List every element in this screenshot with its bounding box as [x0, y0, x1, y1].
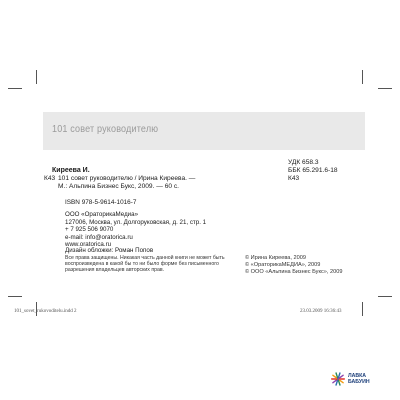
crop-mark: [8, 88, 22, 89]
bbk-code: ББК 65.291.6-18: [288, 167, 338, 175]
rights-line: Все права защищены. Никакая часть данной книги не может быть: [65, 255, 225, 261]
crop-mark: [378, 296, 392, 297]
store-logo: [331, 372, 370, 386]
publisher-website: www.oratorica.ru: [65, 241, 112, 249]
udk-code: УДК 658.3: [288, 159, 319, 166]
publisher-address: 127006, Москва, ул. Долгоруковская, д. 21, стр. 1: [65, 218, 207, 226]
publisher-email: e-mail: info@oratorica.ru: [65, 233, 133, 241]
crop-mark: [8, 296, 22, 297]
crop-mark: [378, 88, 392, 89]
copyright-line: © ООО «Альпина Бизнес Букс», 2009: [245, 268, 343, 275]
copyright-line: © Ирина Киреева, 2009: [245, 255, 306, 261]
book-title-header: 101 совет руководителю: [52, 123, 159, 135]
logo-text: [348, 373, 370, 385]
timestamp-footer: 23.03.2009 16:36:43: [300, 309, 342, 314]
bibliographic-description: [58, 175, 195, 192]
copyright-line: © «ОраторикаМЕДИА», 2009: [245, 261, 321, 268]
classification-codes: [288, 159, 338, 184]
crop-mark: [36, 70, 37, 84]
author-mark: К43: [288, 175, 300, 183]
author-name: Киреева И.: [52, 167, 90, 174]
logo-line-1: ЛАВКА: [348, 373, 367, 379]
rights-line: разрешения владельцев авторских прав.: [65, 267, 165, 274]
rights-notice: [65, 255, 225, 273]
rights-line: воспроизведена в какой бы то ни было форме без письменного: [65, 261, 219, 268]
publisher-name: ООО «ОраторикаМедиа»: [65, 211, 139, 218]
publisher-info: [65, 211, 206, 249]
cover-design-credit: Дизайн обложки: Роман Попов: [65, 247, 154, 254]
crop-mark: [362, 70, 363, 84]
publisher-phone: + 7 925 506 9070: [65, 226, 114, 234]
file-name-footer: 101_sovet_rukovoditelu.indd 2: [14, 309, 77, 314]
author-code: К43: [44, 175, 56, 182]
star-burst-icon: [331, 372, 345, 386]
crop-mark: [362, 302, 363, 316]
description-line: М.: Альпина Бизнес Букс, 2009. — 60 с.: [58, 183, 179, 191]
isbn: ISBN 978-5-9614-1016-7: [65, 199, 137, 206]
description-line: 101 совет руководителю / Ирина Киреева. —: [58, 175, 196, 182]
logo-line-2: БАБУИН: [348, 379, 370, 385]
copyright-notice: [245, 255, 342, 275]
